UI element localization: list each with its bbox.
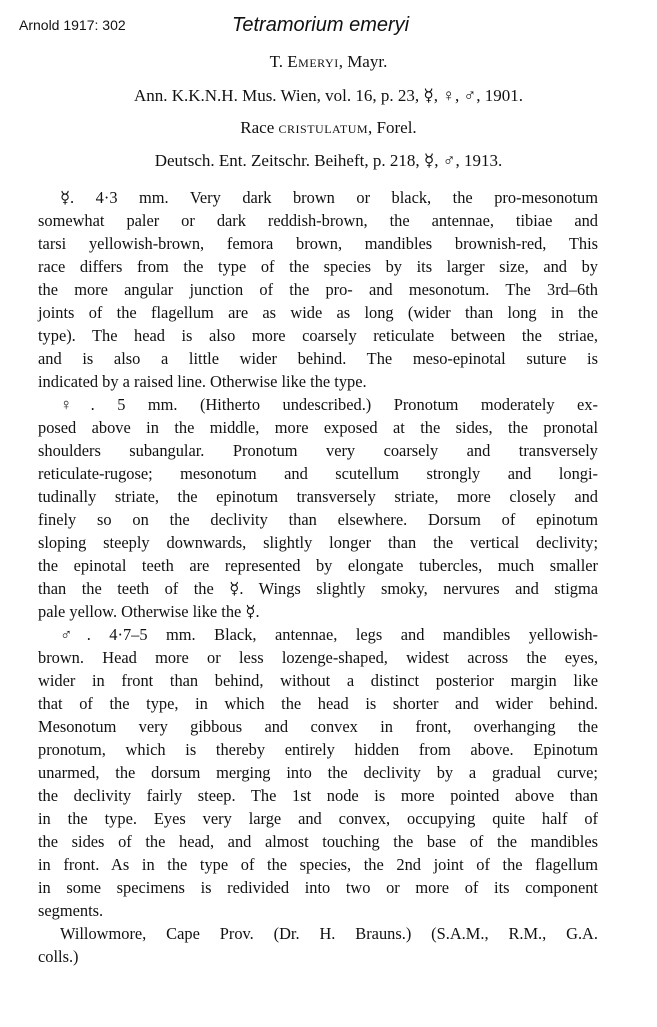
text-line: in front. As in the type of the species, the 2nd joint of the flagellum: [38, 855, 598, 874]
text-line: pronotum, which is thereby entirely hidden from above. Epinotum: [38, 740, 598, 759]
text-line: race differs from the type of the species by its larger size, and by: [38, 257, 598, 276]
text-line: the more angular junction of the pro- and mesonotum. The 3rd–6th: [38, 280, 598, 299]
species-title: Tetramorium emeryi: [232, 14, 410, 36]
text-line: tarsi yellowish-brown, femora brown, mandibles brownish-red, This: [38, 234, 598, 253]
text-line: Willowmore, Cape Prov. (Dr. H. Brauns.) (S.A.M., R.M., G.A.: [60, 924, 598, 943]
reference-line-4: Deutsch. Ent. Zeitschr. Beiheft, p. 218, ☿, ♂, 1913.: [154, 151, 503, 170]
text-line: reticulate-rugose; mesonotum and scutellum strongly and longi-: [38, 464, 598, 483]
ref1-suffix: , Mayr.: [338, 52, 388, 71]
text-line: ☿. 4·3 mm. Very dark brown or black, the pro-mesonotum: [60, 188, 598, 207]
text-line: wider in front than behind, without a distinct posterior margin like: [38, 671, 598, 690]
worker-description: [38, 186, 598, 393]
reference-line-2: Ann. K.K.N.H. Mus. Wien, vol. 16, p. 23, ☿, ♀, ♂, 1901.: [133, 86, 524, 105]
ref3-prefix: Race: [240, 118, 279, 137]
text-line: finely so on the declivity than elsewhere. Dorsum of epinotum: [38, 510, 598, 529]
text-line: shoulders subangular. Pronotum very coarsely and transversely: [38, 441, 598, 460]
text-line: pale yellow. Otherwise like the ☿.: [38, 602, 260, 621]
text-line: that of the type, in which the head is shorter and wider behind.: [38, 694, 598, 713]
text-line: indicated by a raised line. Otherwise like the type.: [38, 372, 367, 391]
ref3-name: cristulatum: [278, 118, 369, 137]
text-line: segments.: [38, 901, 104, 920]
text-line: posed above in the middle, more exposed at the sides, the pronotal: [38, 418, 598, 437]
text-line: in some specimens is redivided into two or more of its component: [38, 878, 598, 897]
text-line: and is also a little wider behind. The meso-epinotal suture is: [38, 349, 598, 368]
text-line: ♀. 5 mm. (Hitherto undescribed.) Pronotum moderately ex-: [60, 395, 598, 414]
text-line: Mesonotum very gibbous and convex in front, overhanging the: [38, 717, 598, 736]
text-line: the declivity fairly steep. The 1st node is more pointed above than: [38, 786, 598, 805]
text-line: tudinally striate, the epinotum transversely striate, more closely and: [38, 487, 598, 506]
citation-label: Arnold 1917: 302: [19, 17, 126, 33]
reference-line-3: [0, 118, 657, 138]
text-line: colls.): [38, 947, 79, 966]
text-line: than the teeth of the ☿. Wings slightly smoky, nervures and stigma: [38, 579, 598, 598]
female-description: [38, 393, 598, 623]
ref3-suffix: , Forel.: [368, 118, 417, 137]
text-line: the sides of the head, and almost touching the base of the mandibles: [38, 832, 598, 851]
text-line: joints of the flagellum are as wide as long (wider than long in the: [38, 303, 598, 322]
text-line: in the type. Eyes very large and convex, occupying quite half of: [38, 809, 598, 828]
text-line: ♂. 4·7–5 mm. Black, antennae, legs and mandibles yellowish-: [60, 625, 598, 644]
text-line: the epinotal teeth are represented by elongate tubercles, much smaller: [38, 556, 598, 575]
male-description: [38, 623, 598, 922]
ref1-name: Emeryi: [287, 52, 339, 71]
text-line: type). The head is also more coarsely reticulate between the striae,: [38, 326, 598, 345]
text-line: brown. Head more or less lozenge-shaped, widest across the eyes,: [38, 648, 598, 667]
text-line: sloping steeply downwards, slightly longer than the vertical declivity;: [38, 533, 598, 552]
ref1-prefix: T.: [269, 52, 288, 71]
text-line: unarmed, the dorsum merging into the declivity by a gradual curve;: [38, 763, 598, 782]
text-line: somewhat paler or dark reddish-brown, the antennae, tibiae and: [38, 211, 598, 230]
locality-record: [38, 922, 598, 968]
reference-line-1: [0, 52, 657, 72]
